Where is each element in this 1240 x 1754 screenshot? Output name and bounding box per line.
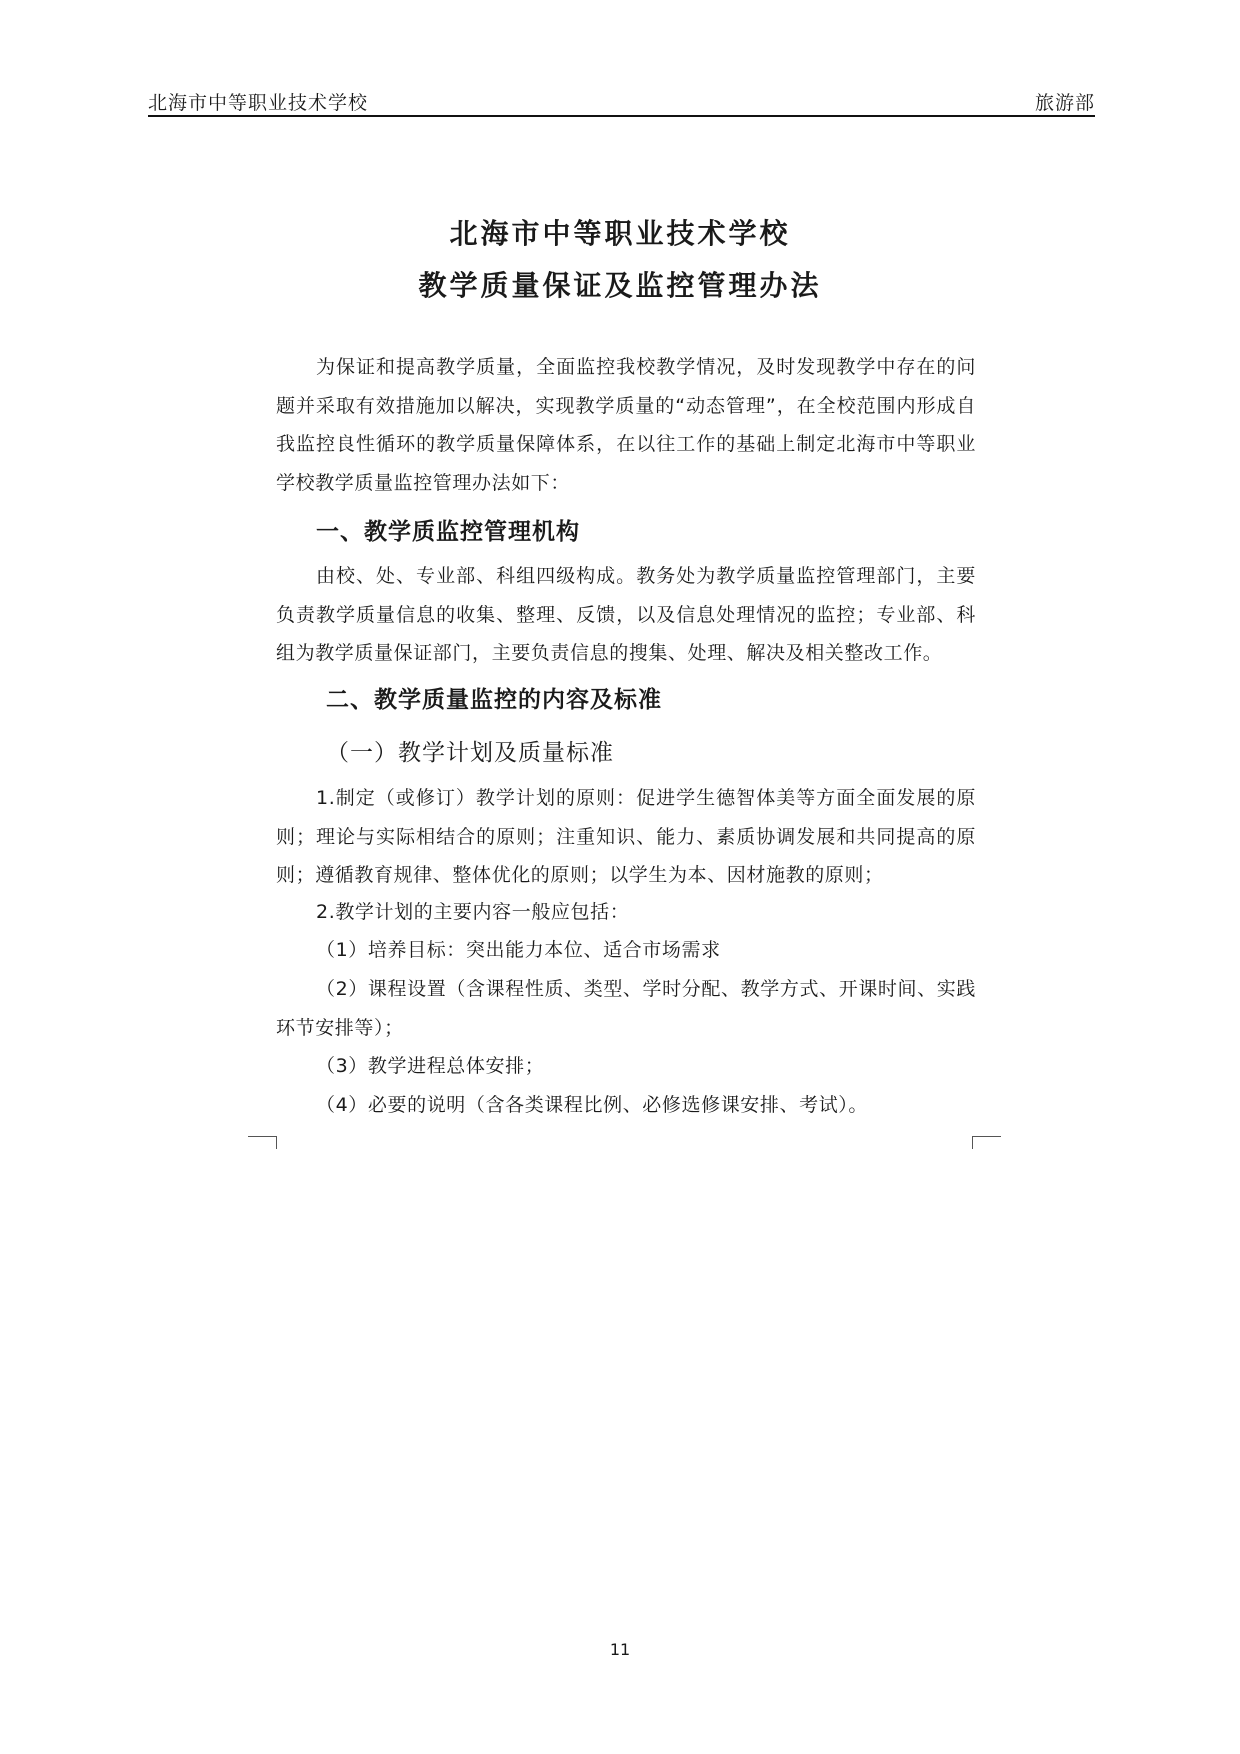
page-number: 11 bbox=[609, 1640, 631, 1659]
list-item: （3）教学进程总体安排； bbox=[316, 1055, 545, 1077]
section1-paragraph: 由校、处、专业部、科组四级构成。教务处为教学质量监控管理部门，主要负责教学质量信息的收集、整理、反馈，以及信息处理情况的监控；专业部、科组为教学质量保证部门，主要负责信息的搜集、处理、解决及相关整改工作。 bbox=[276, 565, 976, 664]
document-title-line1: 北海市中等职业技术学校 bbox=[449, 217, 791, 250]
point1-paragraph: 1.制定（或修订）教学计划的原则：促进学生德智体美等方面全面发展的原则；理论与实际相结合的原则；注重知识、能力、素质协调发展和共同提高的原则；遵循教育规律、整体优化的原则；以学生为本、因材施教的原则； bbox=[276, 787, 976, 886]
list-item: （2）课程设置（含课程性质、类型、学时分配、教学方式、开课时间、实践环节安排等）； bbox=[276, 978, 976, 1039]
document-title-line2: 教学质量保证及监控管理办法 bbox=[418, 269, 822, 302]
header-rule bbox=[148, 115, 1095, 117]
page-header-school: 北海市中等职业技术学校 bbox=[148, 92, 369, 114]
intro-paragraph: 为保证和提高教学质量，全面监控我校教学情况，及时发现教学中存在的问题并采取有效措施加以解决，实现教学质量的“动态管理”，在全校范围内形成自我监控良性循环的教学质量保障体系，在以往工作的基础上制定北海市中等职业学校教学质量监控管理办法如下： bbox=[276, 356, 976, 494]
page-header-department: 旅游部 bbox=[1034, 92, 1095, 114]
margin-corner-mark-left bbox=[248, 1136, 277, 1149]
point2-text: 2.教学计划的主要内容一般应包括： bbox=[316, 901, 630, 923]
section1-heading: 一、教学质监控管理机构 bbox=[316, 519, 580, 545]
subsection1-heading: （一）教学计划及质量标准 bbox=[326, 740, 614, 766]
margin-corner-mark-right bbox=[972, 1136, 1001, 1149]
list-item: （1）培养目标：突出能力本位、适合市场需求 bbox=[316, 939, 721, 961]
section2-heading: 二、教学质量监控的内容及标准 bbox=[326, 687, 662, 713]
list-item: （4）必要的说明（含各类课程比例、必修选修课安排、考试）。 bbox=[316, 1094, 868, 1116]
